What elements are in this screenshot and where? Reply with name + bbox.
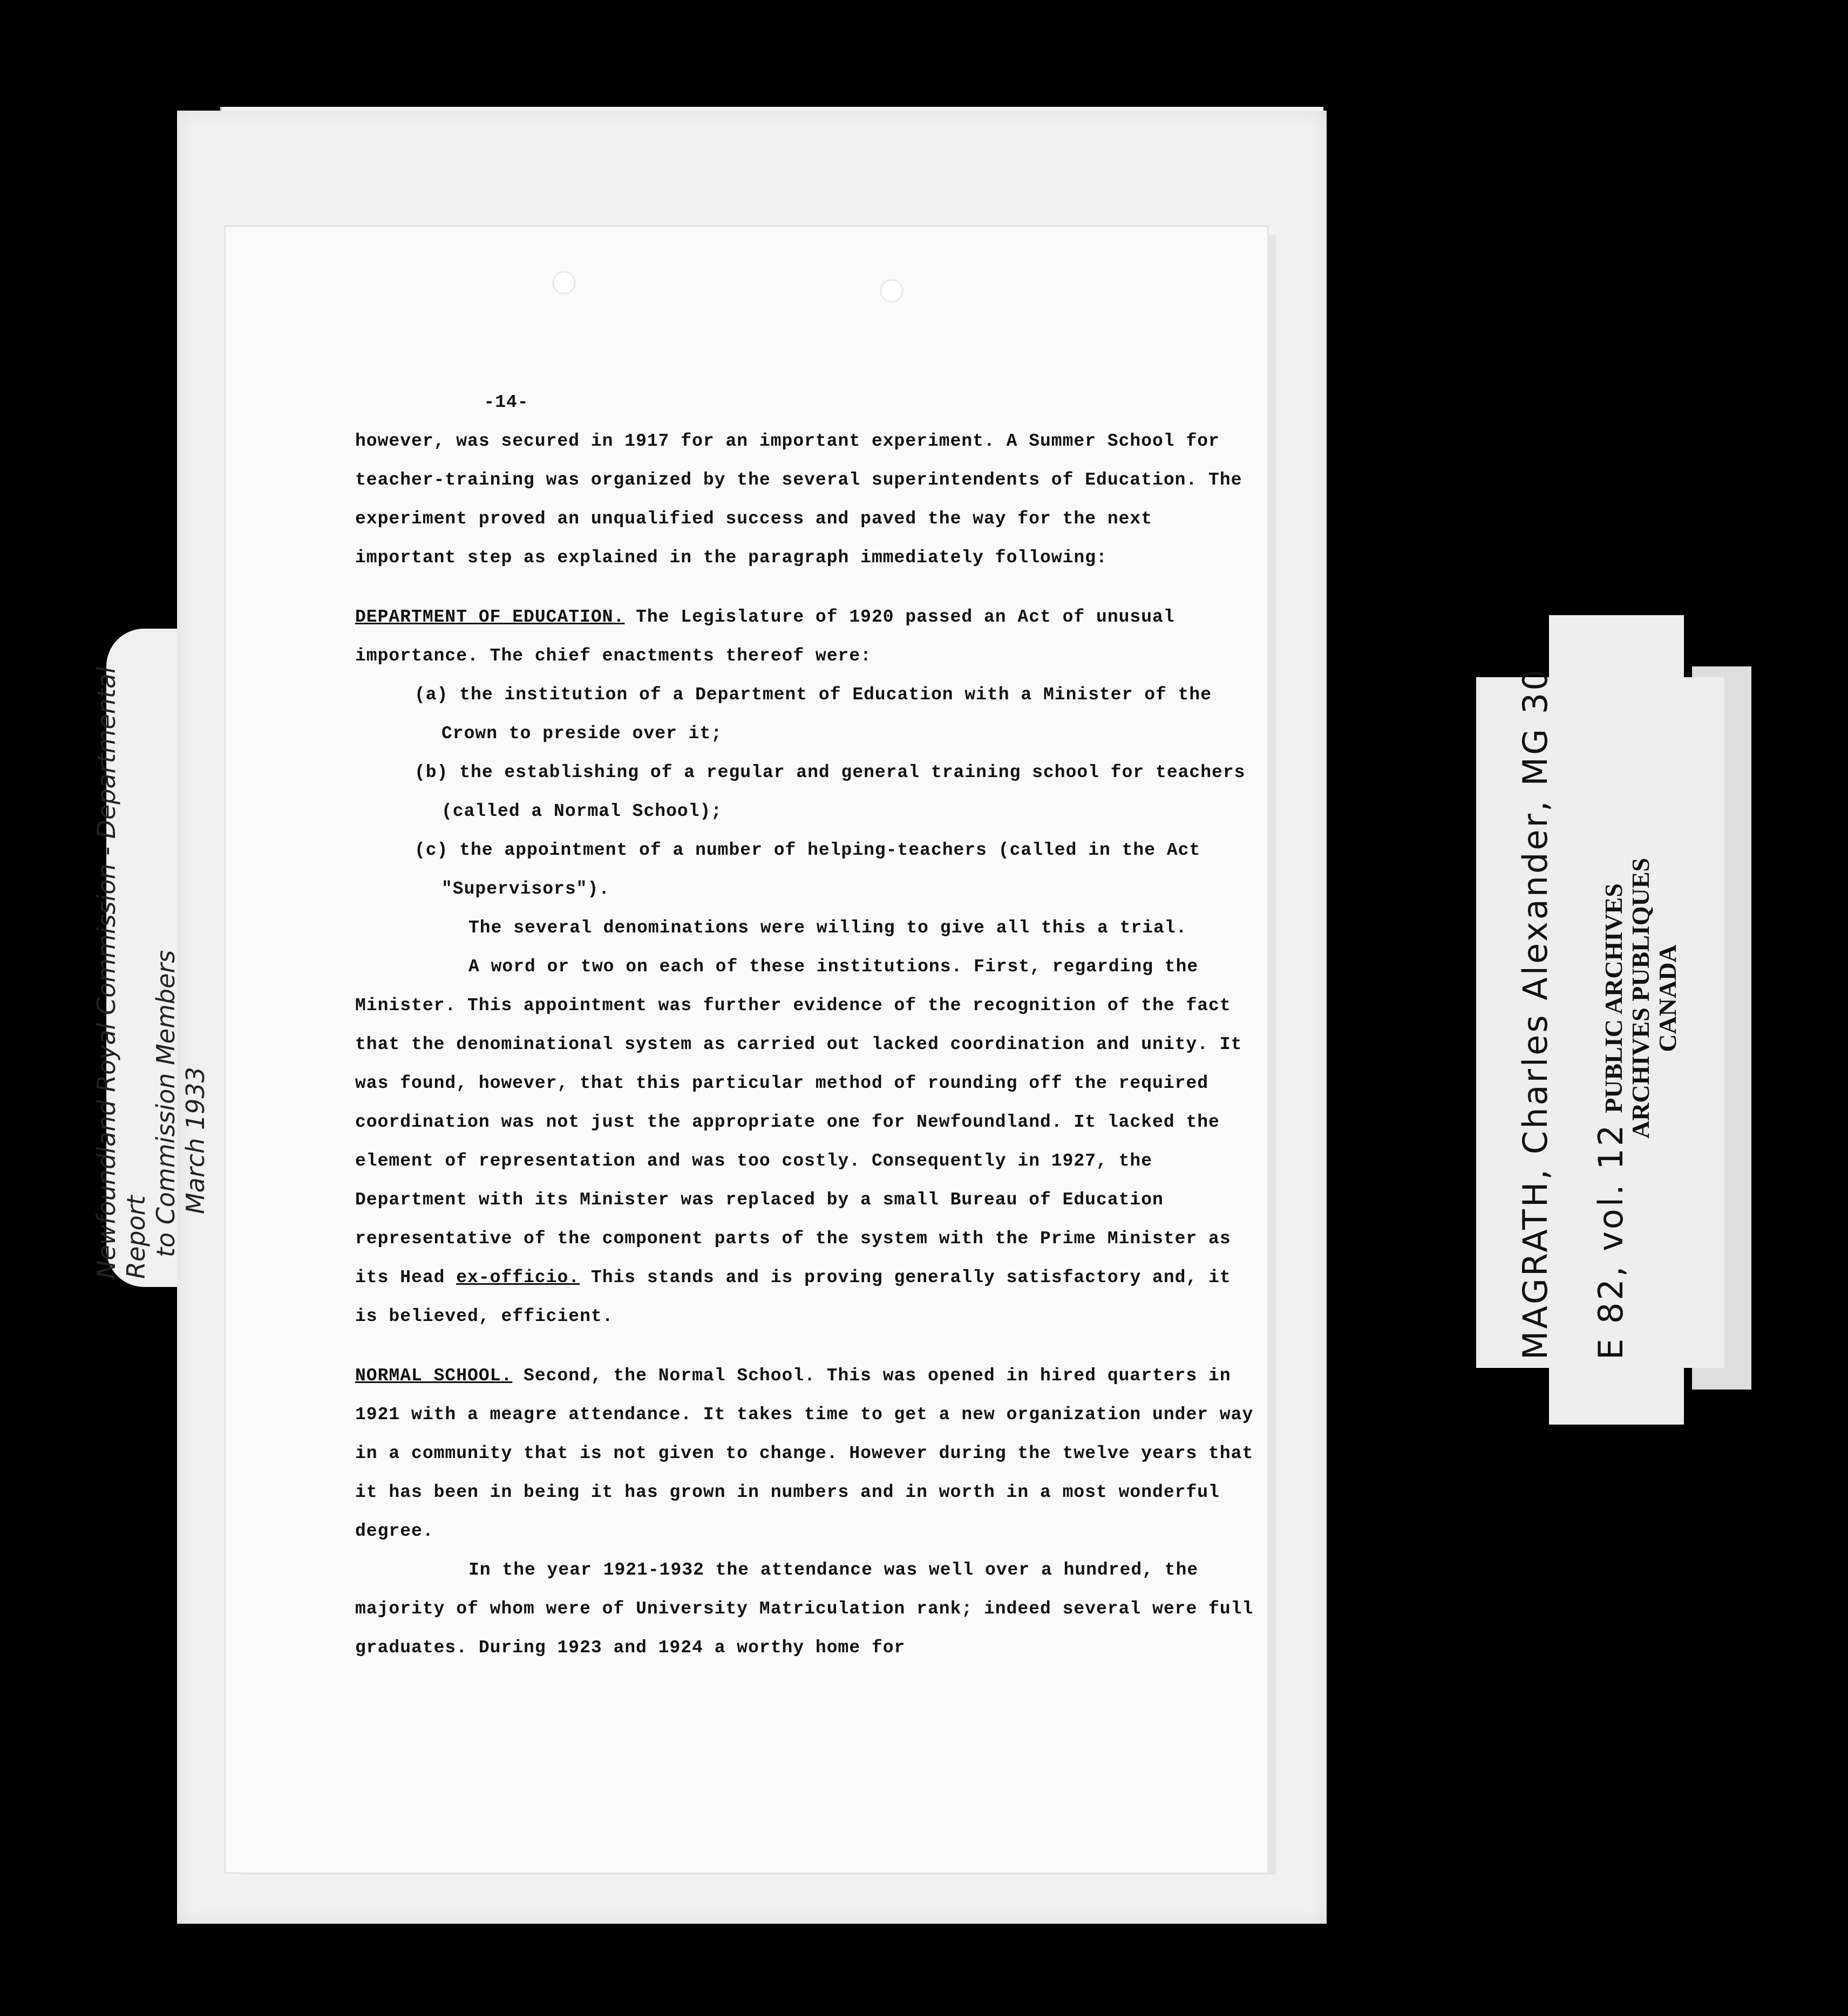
section-text-normal-school: Second, the Normal School. This was opened in hired quarters in 1921 with a meagre attendance. It takes time to get a new organization under way in a community that is not given to change. However during the twelve years that it has been in being it has grown in numbers and in worth in a most wonderful degree.: [355, 1366, 1254, 1541]
latin-term: ex-officio.: [456, 1268, 580, 1288]
paragraph-2: The several denominations were willing to give all this a trial.: [468, 918, 1187, 938]
page-number: -14-: [484, 392, 529, 412]
section-text-education: The Legislature of 1920 passed an Act of unusual importance. The chief enactments thereof were:: [355, 607, 1175, 666]
label-handwritten-reference: MAGRATH, Charles Alexander, MG 30 E 82, vol. 12: [1516, 667, 1630, 1360]
paragraph-3-text: A word or two on each of these institutions. First, regarding the Minister. This appointment was further evidence of the recognition of the fact that the denominational system as carried out lacked coordination and unity. It was found, however, that this particular method of rounding off the required coordination was not just the appropriate one for Newfoundland. It lacked the element of representation and was too costly. Consequently in 1927, the Department with its Minister was replaced by a small Bureau of Education representative of the component parts of the system with the Prime Minister as its Head: [355, 957, 1242, 1288]
section-heading-normal-school: NORMAL SCHOOL.: [355, 1366, 513, 1386]
folder-note-line-3: March 1933: [181, 1067, 210, 1214]
stamp-line-1: PUBLIC ARCHIVES: [1600, 883, 1627, 1113]
folder-note-line-2: to Commission Members: [151, 950, 180, 1257]
punch-hole: [881, 281, 902, 301]
paragraph-1: however, was secured in 1917 for an important experiment. A Summer School for teacher-training was organized by the several superintendents of Education. The experiment proved an unqualified success and paved the way for the next important step as explained in the paragraph immediately following:: [355, 431, 1242, 568]
section-education: [355, 598, 1262, 676]
list-item-a: (a) the institution of a Department of Education with a Minister of the Crown to preside over it;: [415, 685, 1212, 744]
paragraph-3: [355, 948, 1262, 1336]
paragraph-4: In the year 1921-1932 the attendance was well over a hundred, the majority of whom were of University Matriculation rank; indeed several were full graduates. During 1923 and 1924 a worthy home for: [355, 1560, 1254, 1658]
stamp-line-2: ARCHIVES PUBLIQUES: [1627, 857, 1654, 1139]
paragraph-3-end: This stands and is proving generally satisfactory and, it is believed, efficient.: [355, 1268, 1231, 1326]
archives-stamp: [1600, 766, 1719, 1230]
folder-note-line-1: Newfoundland Royal Commission - Departmental Report: [92, 666, 151, 1279]
punch-hole: [554, 273, 574, 293]
stamp-line-3: CANADA: [1654, 944, 1681, 1052]
list-item-b: (b) the establishing of a regular and general training school for teachers (called a Normal School);: [415, 762, 1246, 821]
list-item-c: (c) the appointment of a number of helping-teachers (called in the Act "Supervisors").: [415, 840, 1201, 899]
label-bottom-tab: [1549, 1360, 1684, 1425]
section-heading-education: DEPARTMENT OF EDUCATION.: [355, 607, 625, 627]
typed-page: [226, 227, 1267, 1872]
archive-label: [1476, 615, 1724, 1408]
folder-handwritten-note: [92, 664, 210, 1279]
section-normal-school: [355, 1357, 1262, 1551]
page-text: [355, 383, 1262, 1667]
